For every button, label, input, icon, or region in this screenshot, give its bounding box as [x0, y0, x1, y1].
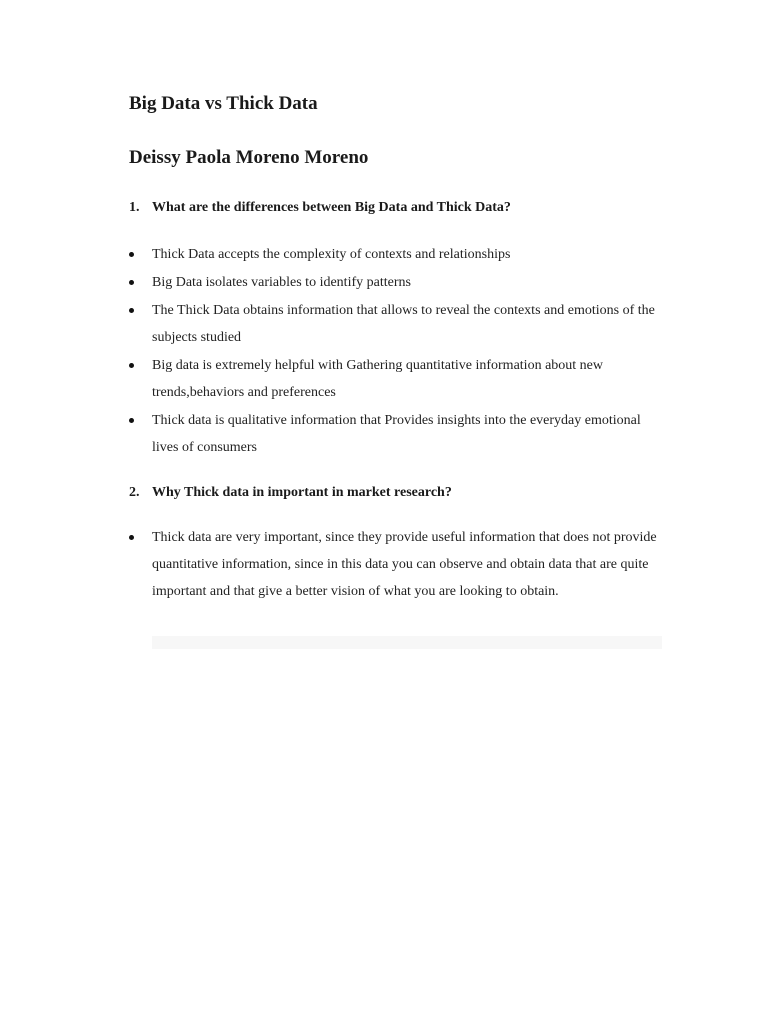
question-1: [129, 199, 511, 217]
list-item-text: Thick Data accepts the complexity of contexts and relationships: [152, 247, 511, 262]
question-1-text: What are the differences between Big Data and Thick Data?: [152, 200, 511, 215]
bullet-icon: [129, 308, 134, 313]
author-name: Deissy Paola Moreno Moreno: [129, 147, 369, 168]
question-1-number: 1.: [129, 200, 140, 215]
text-highlight-band: [152, 636, 662, 649]
list-item: [0, 352, 662, 406]
question-2-text: Why Thick data in important in market research?: [152, 485, 452, 500]
list-item-text: Thick data is qualitative information that Provides insights into the everyday emotional lives of consumers: [152, 413, 641, 455]
bullet-icon: [129, 252, 134, 257]
list-item-text: The Thick Data obtains information that allows to reveal the contexts and emotions of the subjects studied: [152, 303, 655, 345]
question-2: [129, 484, 452, 502]
list-item: [0, 269, 662, 296]
question-2-number: 2.: [129, 485, 140, 500]
list-item: [0, 524, 662, 605]
list-item-text: Big Data isolates variables to identify patterns: [152, 275, 411, 290]
question-2-bullet-list: [0, 524, 768, 605]
list-item-text: Big data is extremely helpful with Gathering quantitative information about new trends,behaviors and preferences: [152, 358, 603, 400]
list-item: [0, 297, 662, 351]
list-item: [0, 407, 662, 461]
bullet-icon: [129, 280, 134, 285]
document-title: Big Data vs Thick Data: [129, 93, 318, 114]
list-item-text: Thick data are very important, since they provide useful information that does not provide quantitative information, since in this data you can observe and obtain data that are quite important and that give a better vision of what you are looking to obtain.: [152, 530, 657, 599]
list-item: [0, 241, 662, 268]
question-1-bullet-list: [0, 241, 768, 462]
bullet-icon: [129, 418, 134, 423]
bullet-icon: [129, 535, 134, 540]
bullet-icon: [129, 363, 134, 368]
